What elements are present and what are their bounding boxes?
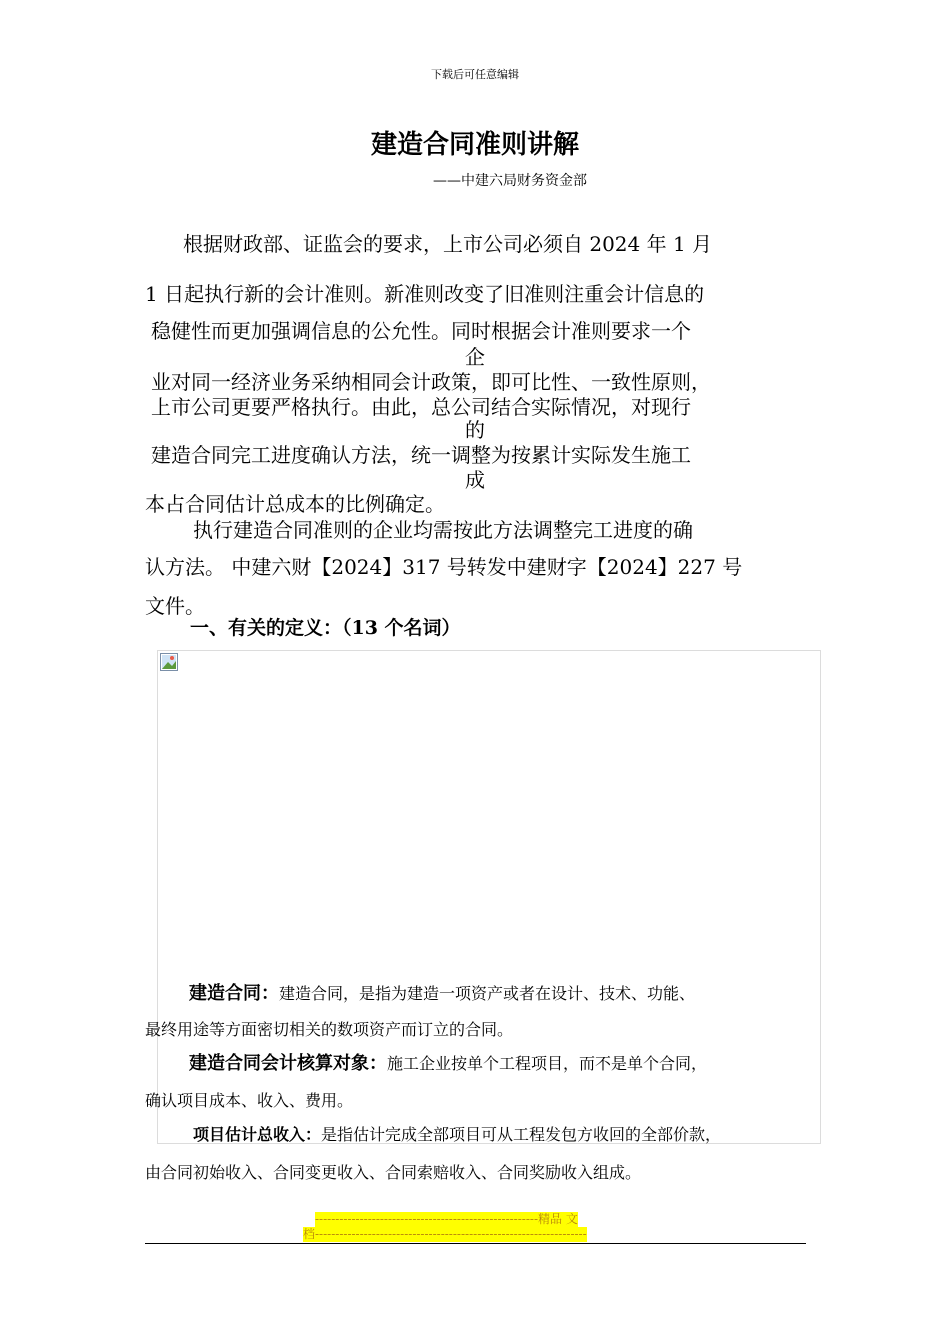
footer-banner-line: -------------------------------------------------------精品 文: [315, 1212, 578, 1226]
definition-term: 项目估计总收入：: [193, 1125, 322, 1144]
definition-line: 由合同初始收入、合同变更收入、合同索赔收入、合同奖励收入组成。: [145, 1163, 642, 1182]
section-heading: 一、有关的定义：（13 个名词）: [190, 617, 461, 639]
definition-text: 是指估计完成全部项目可从工程发包方收回的全部价款，: [321, 1125, 722, 1144]
intro-line: 文件。: [145, 594, 205, 618]
footer-banner-line: 档-------------------------------------------------------------------: [303, 1227, 587, 1241]
definition-line: [189, 1049, 707, 1075]
document-subtitle: ——中建六局财务资金部: [433, 173, 587, 189]
intro-line-wrap: 企: [465, 345, 485, 369]
intro-line: 建造合同完工进度确认方法，统一调整为按累计实际发生施工: [151, 443, 691, 467]
intro-line: 上市公司更要严格执行。由此，总公司结合实际情况，对现行: [151, 395, 691, 419]
definition-term: 建造合同会计核算对象：: [189, 1053, 387, 1074]
definition-line: [189, 979, 695, 1005]
intro-line: 稳健性而更加强调信息的公允性。同时根据会计准则要求一个: [151, 319, 691, 343]
header-note: 下载后可任意编辑: [431, 68, 519, 81]
intro-line: 根据财政部、证监会的要求，上市公司必须自 2024 年 1 月: [183, 232, 713, 256]
intro-line: 本占合同估计总成本的比例确定。: [145, 492, 445, 516]
definition-line: [193, 1122, 721, 1145]
intro-line-wrap: 成: [465, 468, 485, 492]
definition-text: 建造合同，是指为建造一项资产或者在设计、技术、功能、: [279, 984, 696, 1003]
intro-line: 执行建造合同准则的企业均需按此方法调整完工进度的确: [193, 518, 693, 542]
intro-line: 1 日起执行新的会计准则。新准则改变了旧准则注重会计信息的: [145, 282, 705, 306]
intro-line: 业对同一经济业务采纳相同会计政策，即可比性、一致性原则，: [151, 370, 711, 394]
intro-line: 认方法。 中建六财【2024】317 号转发中建财字【2024】227 号: [145, 555, 743, 579]
definition-line: 确认项目成本、收入、费用。: [145, 1091, 354, 1110]
document-title: 建造合同准则讲解: [370, 130, 579, 160]
definition-term: 建造合同: [189, 983, 261, 1004]
definition-separator: ：: [261, 983, 279, 1004]
intro-line-wrap: 的: [465, 418, 485, 442]
definition-text: 施工企业按单个工程项目，而不是单个合同，: [387, 1054, 708, 1073]
definition-line: 最终用途等方面密切相关的数项资产而订立的合同。: [145, 1020, 514, 1039]
footer-divider: [145, 1243, 806, 1244]
broken-image-icon: [160, 653, 178, 671]
